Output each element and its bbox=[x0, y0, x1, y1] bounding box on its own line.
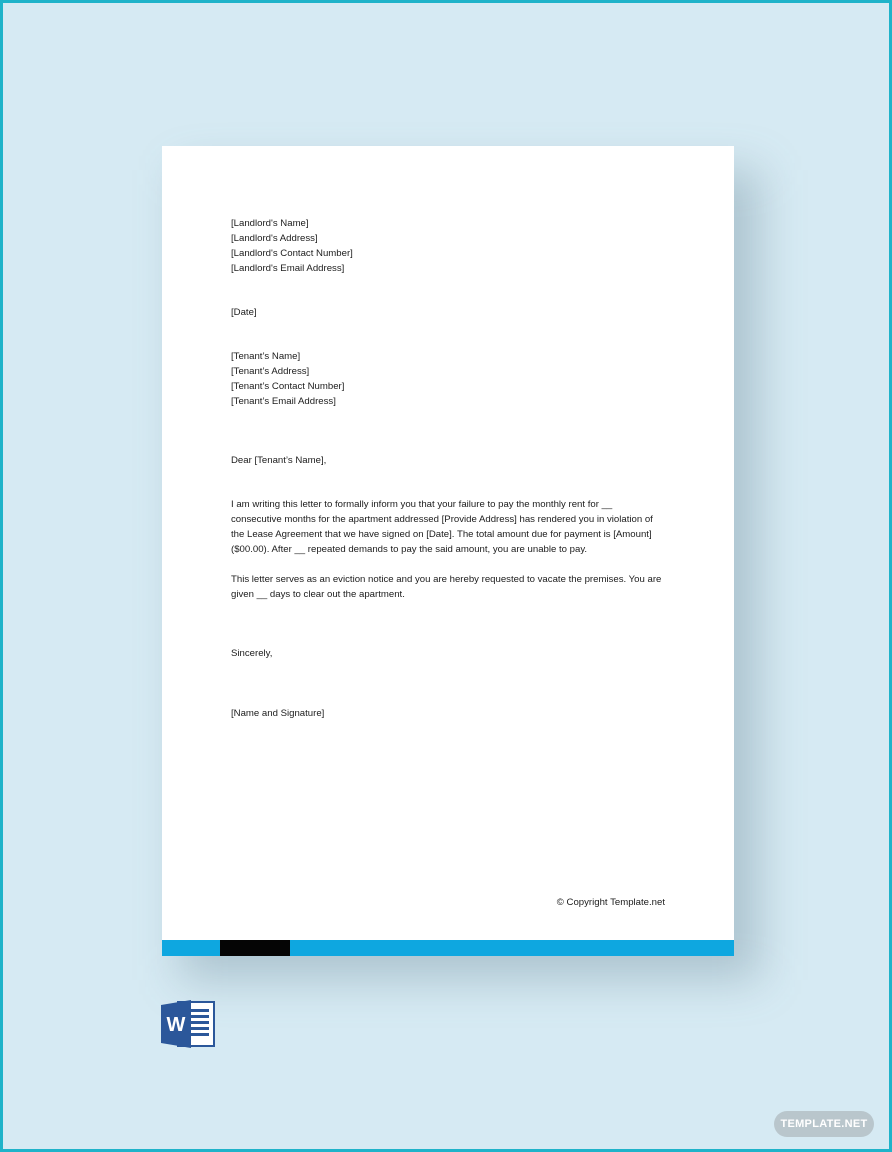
copyright-notice: © Copyright Template.net bbox=[556, 897, 665, 908]
closing: Sincerely, bbox=[231, 648, 273, 659]
body-paragraph-1 bbox=[231, 497, 653, 557]
tenant-email: [Tenant’s Email Address] bbox=[231, 396, 336, 407]
tenant-name: [Tenant’s Name] bbox=[231, 351, 301, 362]
word-icon-letter: W bbox=[166, 1014, 186, 1036]
microsoft-word-icon[interactable] bbox=[160, 999, 216, 1049]
landlord-email: [Landlord's Email Address] bbox=[231, 263, 345, 274]
signature-placeholder: [Name and Signature] bbox=[231, 708, 325, 719]
signature-block bbox=[231, 706, 324, 721]
salutation-block bbox=[231, 453, 326, 468]
body-1-line: consecutive months for the apartment addressed [Provide Address] has rendered you in violation of bbox=[231, 514, 653, 525]
tenant-address: [Tenant’s Address] bbox=[231, 366, 310, 377]
landlord-name: [Landlord's Name] bbox=[231, 218, 309, 229]
letter-date: [Date] bbox=[231, 307, 257, 318]
body-paragraph-2 bbox=[231, 572, 661, 602]
footer-bar-black bbox=[220, 940, 290, 956]
closing-block bbox=[231, 646, 272, 661]
body-1-line: ($00.00). After __ repeated demands to pay the said amount, you are unable to pay. bbox=[231, 544, 588, 555]
date-block bbox=[231, 305, 257, 320]
landlord-contact: [Landlord's Contact Number] bbox=[231, 248, 353, 259]
body-2-line: This letter serves as an eviction notice and you are hereby requested to vacate the premises. You are bbox=[231, 574, 662, 585]
body-2-line: given __ days to clear out the apartment. bbox=[231, 589, 405, 600]
template-net-badge[interactable]: TEMPLATE.NET bbox=[774, 1111, 874, 1137]
salutation: Dear [Tenant’s Name], bbox=[231, 455, 327, 466]
body-1-line: I am writing this letter to formally inform you that your failure to pay the monthly rent for __ bbox=[231, 499, 613, 510]
landlord-address: [Landlord's Address] bbox=[231, 233, 318, 244]
tenant-block bbox=[231, 349, 344, 409]
letter-page bbox=[162, 146, 734, 956]
tenant-contact: [Tenant’s Contact Number] bbox=[231, 381, 345, 392]
landlord-block bbox=[231, 216, 353, 276]
body-1-line: the Lease Agreement that we have signed on [Date]. The total amount due for payment is [Amount] bbox=[231, 529, 652, 540]
